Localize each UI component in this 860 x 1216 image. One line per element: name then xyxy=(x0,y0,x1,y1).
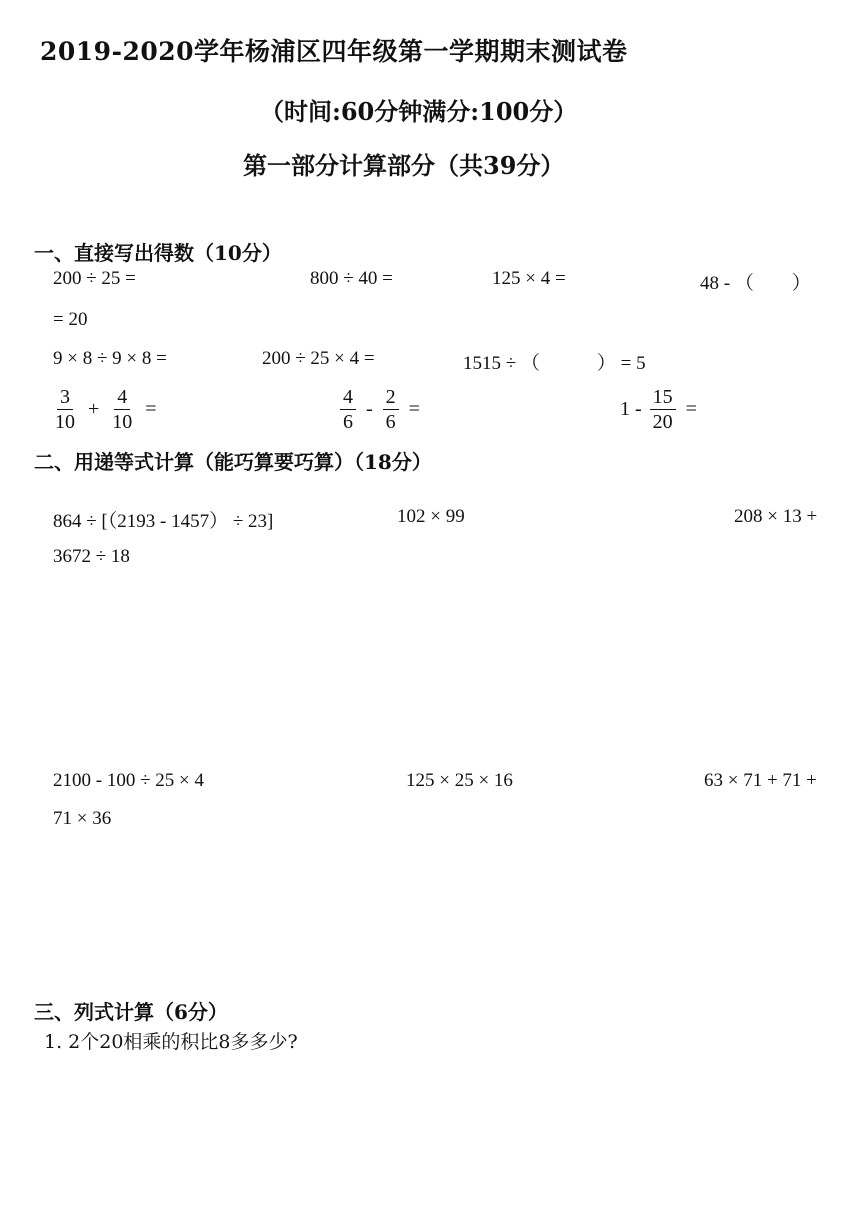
problem-1-1: 200 ÷ 25 = xyxy=(53,268,136,289)
part-heading: 第一部分计算部分（共39分） xyxy=(243,151,565,180)
problem-1-5: 9 × 8 ÷ 9 × 8 = xyxy=(53,348,167,369)
fraction-problem-2 xyxy=(340,387,430,432)
fraction-lead: 1 - xyxy=(620,398,642,420)
problem-1-6: 200 ÷ 25 × 4 = xyxy=(262,348,375,369)
fraction-problem-1 xyxy=(52,387,167,432)
problem-1-7: 1515 ÷ （ ） = 5 xyxy=(463,353,646,374)
time-score-line: （时间:60分钟满分:100分） xyxy=(260,97,578,126)
fraction: $\frac{4}{10}$ xyxy=(112,386,133,433)
section-3-heading: 三、列式计算（6分） xyxy=(34,1000,228,1024)
fraction: $\frac{2}{6}$ xyxy=(383,387,399,432)
problem-2-2: 102 × 99 xyxy=(397,506,465,527)
problem-1-4-cont: = 20 xyxy=(53,309,88,330)
problem-2-3-cont: 3672 ÷ 18 xyxy=(53,546,130,567)
problem-1-4: 48 - （ ） xyxy=(700,273,811,294)
fraction: $\frac{15}{20}$ xyxy=(650,387,676,432)
fraction-problem-3 xyxy=(620,387,707,432)
problem-2-5: 125 × 25 × 16 xyxy=(406,770,513,791)
problem-1-3: 125 × 4 = xyxy=(492,268,566,289)
problem-2-4: 2100 - 100 ÷ 25 × 4 xyxy=(53,770,204,791)
question-3-1: 1. 2个20相乘的积比8多多少? xyxy=(44,1031,298,1053)
equals-sign: = xyxy=(145,398,157,420)
problem-2-6: 63 × 71 + 71 + xyxy=(704,770,817,791)
problem-2-6-cont: 71 × 36 xyxy=(53,808,112,829)
operator: - xyxy=(366,398,373,420)
problem-2-1: 864 ÷ [（2193 - 1457） ÷ 23] xyxy=(53,511,274,532)
exam-title: 2019-2020学年杨浦区四年级第一学期期末测试卷 xyxy=(40,37,628,66)
fraction: $\frac{3}{10}$ xyxy=(55,386,75,433)
fraction: $\frac{4}{6}$ xyxy=(340,387,356,432)
section-1-heading: 一、直接写出得数（10分） xyxy=(34,241,282,265)
equals-sign: = xyxy=(408,398,420,420)
problem-1-2: 800 ÷ 40 = xyxy=(310,268,393,289)
equals-sign: = xyxy=(685,398,697,420)
problem-2-3: 208 × 13 + xyxy=(734,506,818,527)
operator: + xyxy=(88,398,100,420)
section-2-heading: 二、用递等式计算（能巧算要巧算）（18分） xyxy=(34,450,432,474)
